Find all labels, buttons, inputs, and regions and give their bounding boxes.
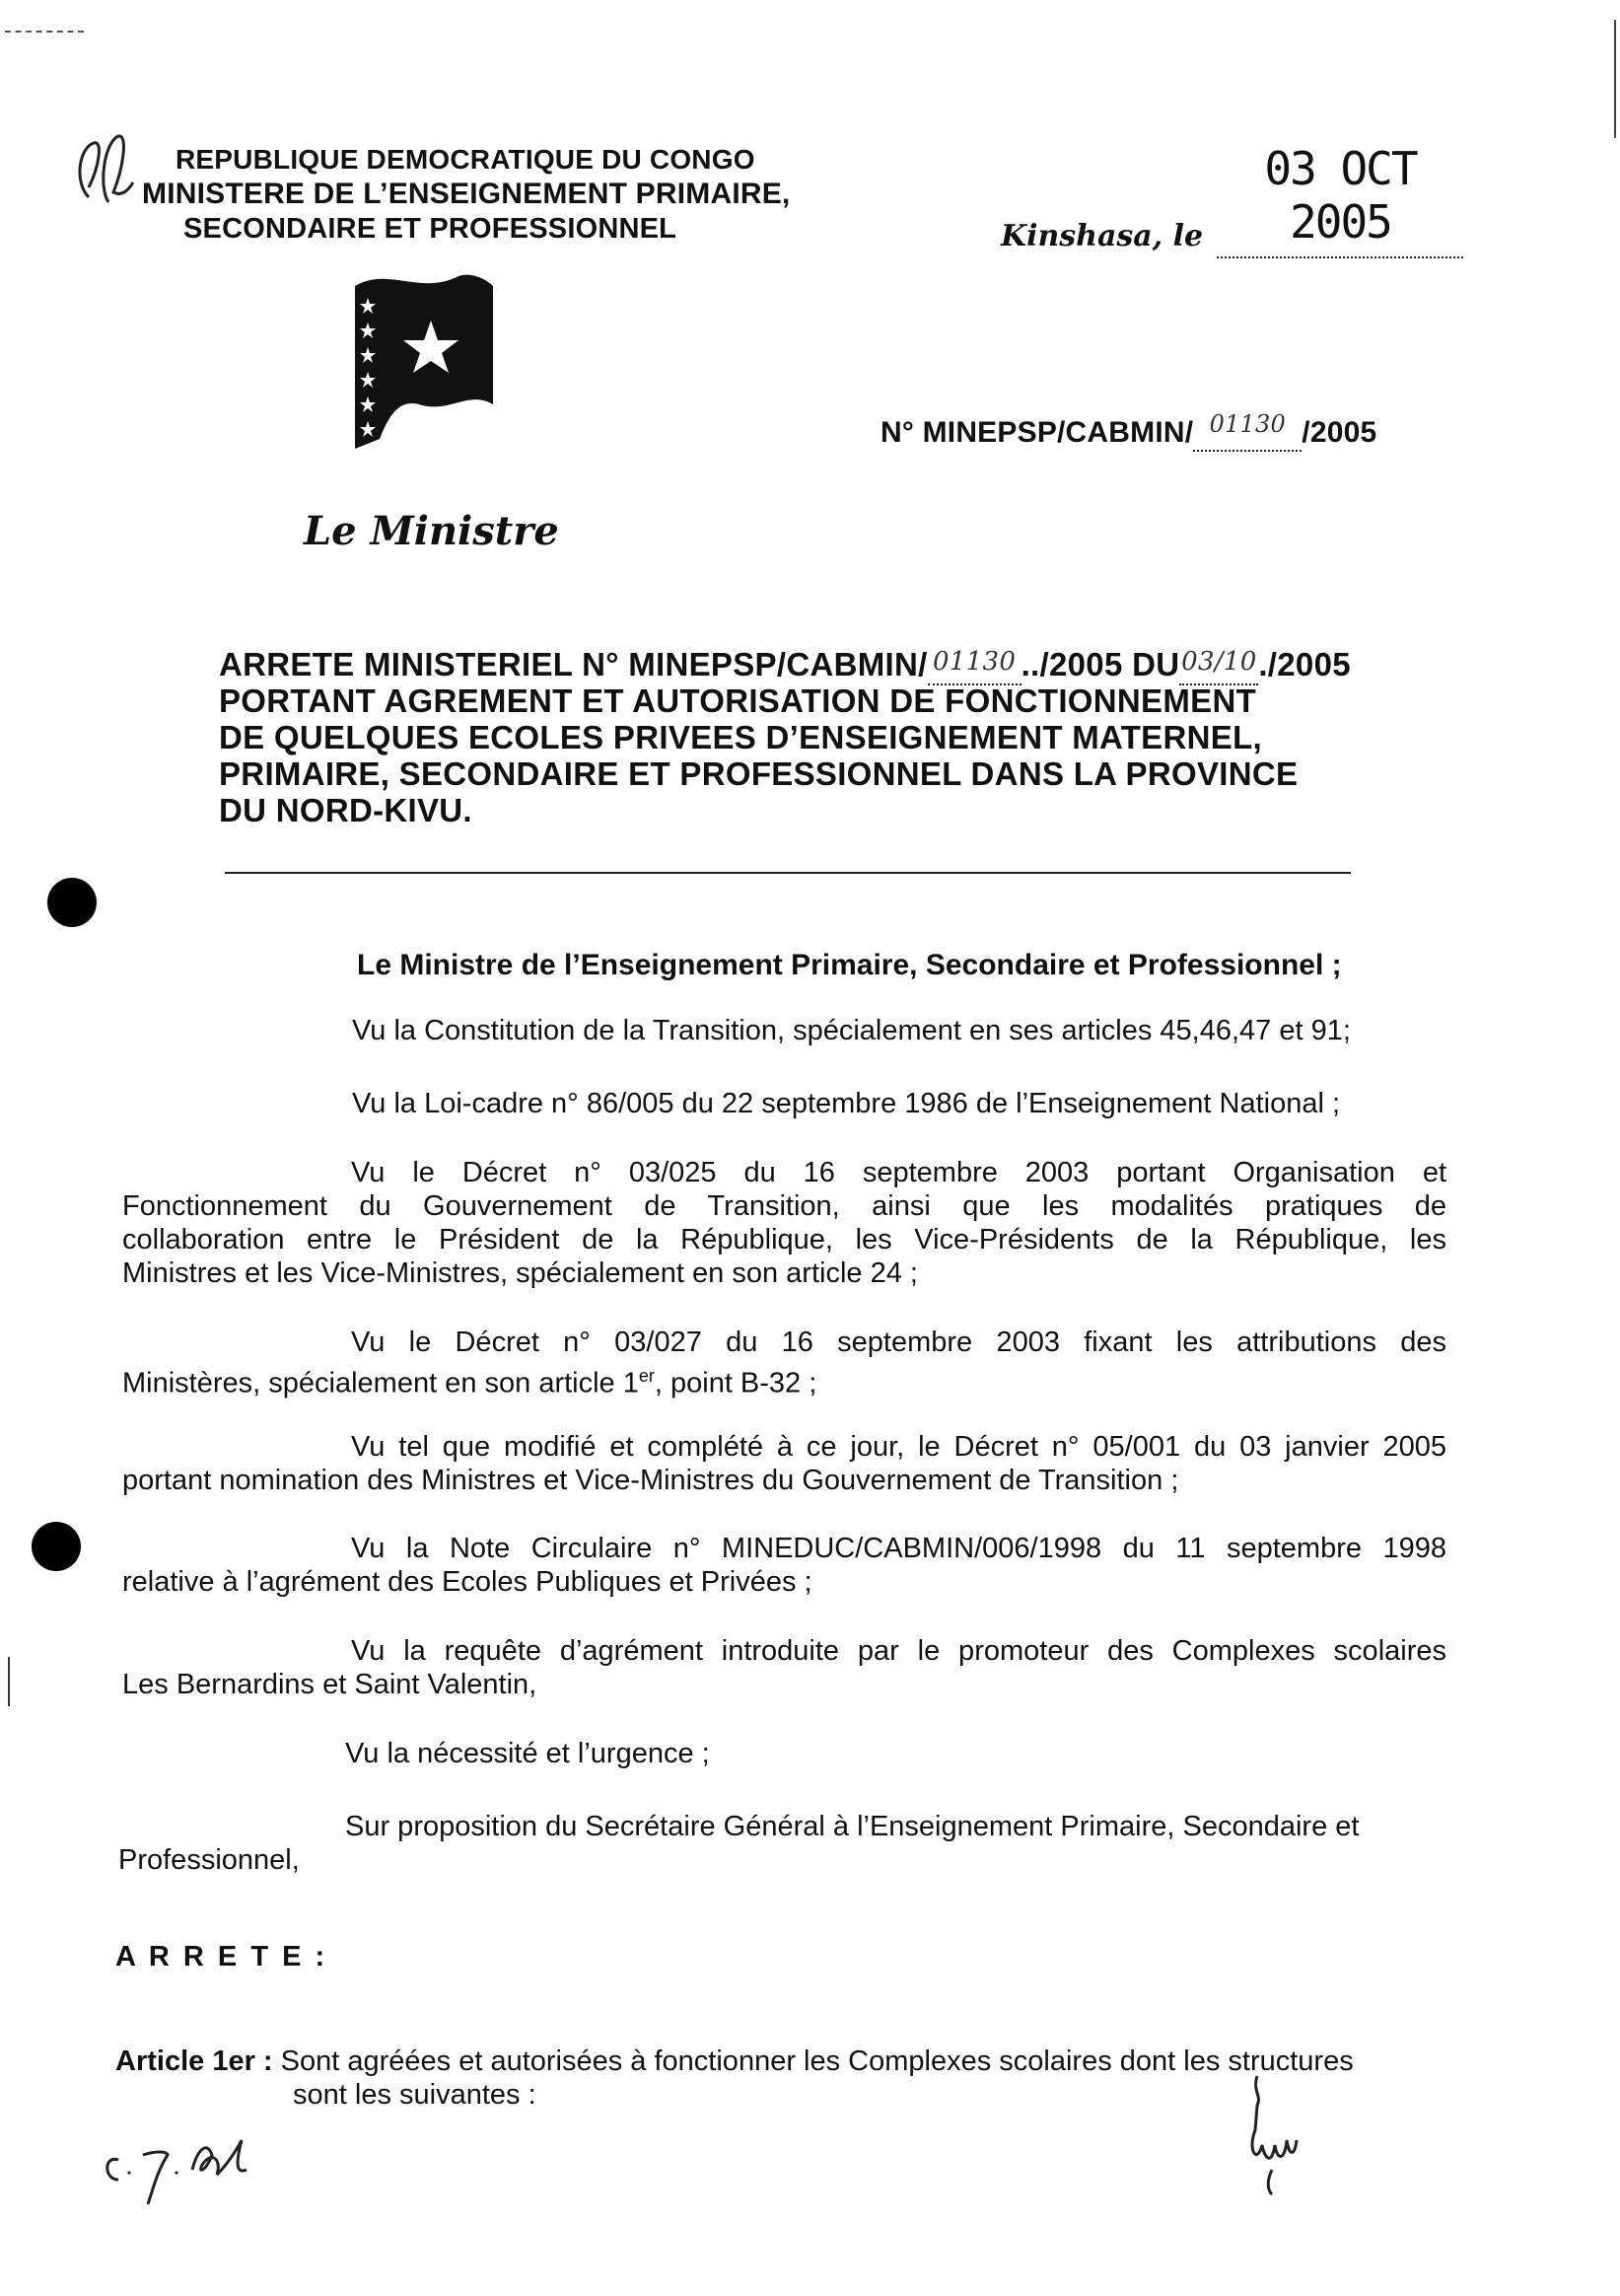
reference-prefix: N° MINEPSP/CABMIN/ bbox=[880, 416, 1194, 449]
article-1-label: Article 1er : bbox=[115, 2045, 273, 2077]
flag-emblem bbox=[350, 266, 498, 454]
handwritten-initials bbox=[69, 128, 138, 217]
vu-requete: Vu la requête d’agrément introduite par le promoteur des Complexes scolaires Les Bernardins et Saint Valentin, bbox=[122, 1635, 1446, 1700]
sur-proposition: Sur proposition du Secrétaire Général à l’Enseignement Primaire, Secondaire et Professionnel, bbox=[118, 1811, 1360, 1876]
vu-decret-03-025: Vu le Décret n° 03/025 du 16 septembre 2003 portant Organisation et Fonctionnement du Gouvernement de Transition, ainsi que les modalités pratiques de collaboration entre le Président de la République, les Vice-Présidents de la République, les Ministres et les Vice-Ministres, spécialement en son article 24 ; bbox=[122, 1157, 1446, 1289]
scan-edge-line bbox=[8, 1657, 10, 1706]
title-line-1: ARRETE MINISTERIEL N° MINEPSP/CABMIN/ 01130 ../2005 DU03/10./2005 bbox=[219, 646, 1351, 685]
intro-line: Le Ministre de l’Enseignement Primaire, Secondaire et Professionnel ; bbox=[357, 949, 1342, 981]
article-1: Article 1er : Sont agréées et autorisées à fonctionner les Complexes scolaires dont les structures sont les suivantes : bbox=[115, 2045, 1354, 2111]
vu-necessite: Vu la nécessité et l’urgence ; bbox=[345, 1738, 710, 1769]
punch-hole bbox=[47, 878, 97, 927]
arrete-heading: A R R E T E : bbox=[115, 1941, 328, 1973]
date-value bbox=[1217, 142, 1463, 258]
reference-number bbox=[880, 410, 1377, 452]
handwritten-signature bbox=[1237, 2071, 1316, 2199]
title-line-2: PORTANT AGREMENT ET AUTORISATION DE FONCTIONNEMENT bbox=[219, 682, 1257, 719]
title-date: 03/10 bbox=[1179, 646, 1258, 685]
date-line bbox=[1001, 142, 1463, 258]
signatory-title: Le Ministre bbox=[304, 508, 559, 554]
date-stamp: 03 OCT 2005 bbox=[1264, 142, 1417, 249]
place-label: Kinshasa, le bbox=[1001, 219, 1204, 253]
title-number: 01130 bbox=[928, 646, 1021, 685]
punch-hole bbox=[32, 1522, 81, 1571]
title-underline bbox=[225, 872, 1351, 874]
ministry-line-2: SECONDAIRE ET PROFESSIONNEL bbox=[183, 213, 677, 245]
vu-decret-03-027: Vu le Décret n° 03/027 du 16 septembre 2003 fixant les attributions des Ministères, spécialement en son article 1er, point B-32 ; bbox=[122, 1327, 1446, 1399]
vu-note-circulaire: Vu la Note Circulaire n° MINEDUC/CABMIN/006/1998 du 11 septembre 1998 relative à l’agrément des Ecoles Publiques et Privées ; bbox=[122, 1533, 1446, 1598]
title-line-3: DE QUELQUES ECOLES PRIVEES D’ENSEIGNEMENT MATERNEL, bbox=[219, 719, 1262, 755]
title-line-5: DU NORD-KIVU. bbox=[219, 792, 472, 828]
reference-number-value: 01130 bbox=[1193, 416, 1302, 452]
handwritten-paraph bbox=[99, 2130, 266, 2209]
scan-artifact bbox=[5, 25, 84, 33]
reference-suffix: /2005 bbox=[1302, 416, 1377, 449]
vu-decret-05-001: Vu tel que modifié et complété à ce jour, le Décret n° 05/001 du 03 janvier 2005 portant nomination des Ministres et Vice-Ministres du Gouvernement de Transition ; bbox=[122, 1431, 1446, 1496]
country-name: REPUBLIQUE DEMOCRATIQUE DU CONGO bbox=[176, 144, 755, 175]
vu-constitution: Vu la Constitution de la Transition, spécialement en ses articles 45,46,47 et 91; bbox=[352, 1015, 1351, 1046]
ministry-line-1: MINISTERE DE L’ENSEIGNEMENT PRIMAIRE, bbox=[142, 178, 791, 210]
title-line-4: PRIMAIRE, SECONDAIRE ET PROFESSIONNEL DANS LA PROVINCE bbox=[219, 755, 1299, 792]
vu-loi-cadre: Vu la Loi-cadre n° 86/005 du 22 septembre 1986 de l’Enseignement National ; bbox=[352, 1088, 1341, 1119]
scan-edge-line bbox=[1614, 20, 1616, 138]
